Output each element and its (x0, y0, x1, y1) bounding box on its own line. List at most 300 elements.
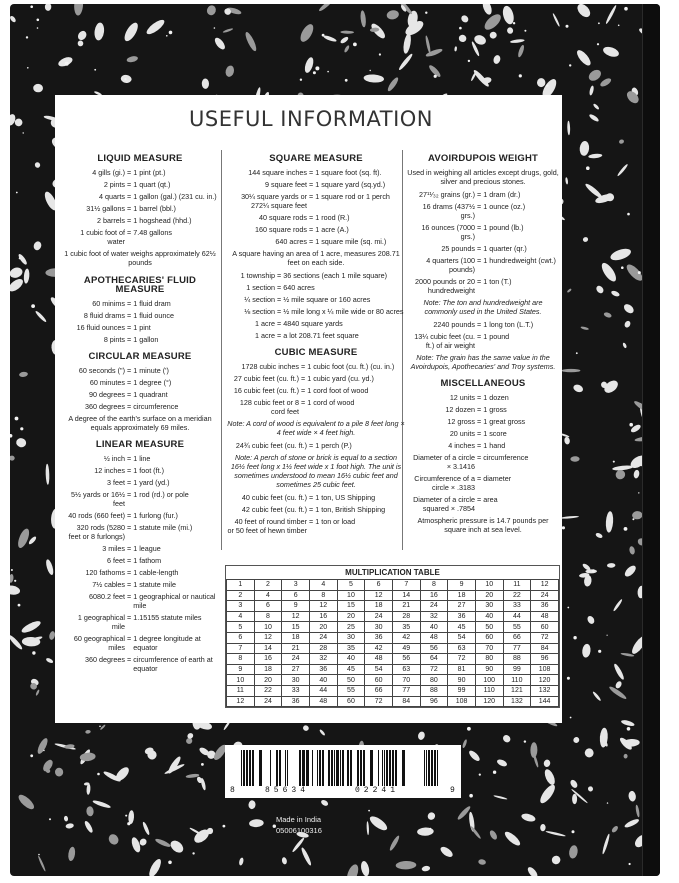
table-cell: 30 (282, 675, 310, 686)
measure-left: 4 quarts (99, 192, 125, 201)
table-row (227, 611, 559, 622)
table-cell: 14 (392, 590, 420, 601)
section-note: Atmospheric pressure is 14.7 pounds per square inch at sea level. (417, 516, 549, 534)
equals-sign: = (127, 478, 132, 487)
measure-left: 40 square rods (259, 213, 307, 222)
measure-left: 8 pints (103, 335, 125, 344)
table-cell: 42 (365, 643, 393, 654)
measure-row (63, 523, 217, 541)
measure-right: 1.15155 statute miles (133, 613, 202, 622)
table-row (227, 580, 559, 591)
measure-row (63, 335, 217, 344)
table-cell: 42 (392, 632, 420, 643)
equals-sign: = (309, 517, 314, 526)
measure-row (227, 505, 405, 514)
table-cell: 1 (227, 580, 255, 591)
measure-right: 1 minute (') (133, 366, 169, 375)
table-cell: 63 (448, 643, 476, 654)
equals-sign: = (127, 323, 132, 332)
multiplication-table-title: MULTIPLICATION TABLE (345, 568, 440, 577)
table-cell: 99 (503, 664, 531, 675)
measure-left: 144 square inches (248, 168, 307, 177)
table-cell: 88 (420, 685, 448, 696)
table-cell: 54 (448, 632, 476, 643)
measure-right: 1 statute mile (133, 580, 176, 589)
table-cell: 40 (309, 675, 337, 686)
table-row (227, 601, 559, 612)
measure-right: 1 degree longitude at equator (133, 634, 201, 652)
equals-sign: = (127, 568, 132, 577)
equals-sign: = (127, 511, 132, 520)
table-row (227, 632, 559, 643)
measure-left: 13¼ cubic feet (cu. ft.) of air weight (414, 332, 475, 350)
measure-row (63, 613, 217, 631)
measure-row (63, 216, 217, 225)
measure-right: 1 geographical or nautical mile (133, 592, 216, 610)
barcode-digits: 02241 (355, 786, 400, 795)
measure-right: 1 square mile (sq. mi.) (315, 237, 387, 246)
table-cell: 40 (337, 654, 365, 665)
table-cell: 27 (282, 664, 310, 675)
measure-right: ½ mile long x ¼ mile wide or 80 acres (283, 307, 404, 316)
measure-row (63, 168, 217, 177)
table-cell: 6 (254, 601, 282, 612)
table-cell: 9 (282, 601, 310, 612)
table-cell: 66 (503, 632, 531, 643)
equals-sign: = (309, 180, 314, 189)
equals-sign: = (277, 271, 282, 280)
table-cell: 36 (282, 696, 310, 707)
table-cell: 16 (309, 611, 337, 622)
table-cell: 24 (420, 601, 448, 612)
section-note: Note: A cord of wood is equivalent to a pile 8 feet long × 4 feet wide × 4 feet high. (227, 419, 405, 437)
measure-row (63, 192, 217, 201)
measure-left: 20 units (449, 429, 475, 438)
table-cell: 18 (282, 632, 310, 643)
measure-left: 160 square rods (255, 225, 307, 234)
table-cell: 21 (392, 601, 420, 612)
table-cell: 35 (337, 643, 365, 654)
equals-sign: = (477, 393, 482, 402)
table-cell: 72 (365, 696, 393, 707)
table-cell: 4 (309, 580, 337, 591)
measure-row (227, 319, 405, 328)
measure-left: 1 section (246, 283, 275, 292)
measure-left: 16 fluid ounces (76, 323, 125, 332)
product-code: 05006100316 (276, 826, 322, 835)
measure-left: 16 cubic feet (cu. ft.) (233, 386, 299, 395)
measure-right: 1 statute mile (mi.) (133, 523, 193, 532)
panel-title: USEFUL INFORMATION (189, 107, 434, 131)
measure-left: 2240 pounds (433, 320, 475, 329)
notebook-spine (642, 4, 660, 876)
measure-left: 40 rods (660 feet) (68, 511, 125, 520)
measure-row (407, 202, 559, 220)
measure-row (227, 307, 405, 316)
equals-sign: = (477, 495, 482, 504)
measure-left: 128 cubic feet or 8 cord feet (239, 398, 299, 416)
measure-right: 1 great gross (483, 417, 526, 426)
measure-left: 12 gross (447, 417, 475, 426)
measure-row (63, 228, 217, 246)
section-heading: LIQUID MEASURE (97, 153, 183, 164)
table-cell: 2 (254, 580, 282, 591)
measure-row (227, 441, 405, 450)
measure-row (227, 213, 405, 222)
table-cell: 32 (309, 654, 337, 665)
table-cell: 63 (392, 664, 420, 675)
measure-left: 2 pints (103, 180, 125, 189)
table-cell: 22 (254, 685, 282, 696)
measure-right: 1 rood (R.) (315, 213, 350, 222)
measure-left: 27¹¹⁄₃₂ grains (gr.) (418, 190, 475, 199)
table-cell: 18 (254, 664, 282, 675)
measure-row (407, 223, 559, 241)
equals-sign: = (127, 366, 132, 375)
table-cell: 22 (503, 590, 531, 601)
measure-row (63, 366, 217, 375)
useful-information-panel (55, 95, 562, 723)
multiplication-table (225, 565, 560, 708)
measure-row (407, 474, 559, 492)
table-cell: 6 (365, 580, 393, 591)
table-cell: 8 (254, 611, 282, 622)
equals-sign: = (127, 544, 132, 553)
table-cell: 100 (475, 675, 503, 686)
equals-sign: = (301, 386, 306, 395)
equals-sign: = (127, 335, 132, 344)
measure-right: 1 perch (P.) (315, 441, 352, 450)
table-cell: 14 (254, 643, 282, 654)
measure-left: 2000 pounds or 20 hundredweight (415, 277, 475, 295)
measure-row (63, 511, 217, 520)
table-cell: 12 (531, 580, 559, 591)
measure-row (227, 283, 405, 292)
table-cell: 54 (365, 664, 393, 675)
table-cell: 33 (282, 685, 310, 696)
measure-row (63, 490, 217, 508)
equals-sign: = (127, 168, 132, 177)
measure-left: 6 feet (107, 556, 125, 565)
measure-left: 16 drams (437½ grs.) (422, 202, 475, 220)
equals-sign: = (127, 204, 132, 213)
measure-left: 4 gills (gi.) (92, 168, 125, 177)
equals-sign: = (477, 405, 482, 414)
section-note: Note: The grain has the same value in the Avoirdupois, Apothecaries' and Troy systems. (410, 353, 556, 371)
equals-sign: = (301, 374, 306, 383)
table-cell: 70 (475, 643, 503, 654)
section-heading: LINEAR MEASURE (95, 439, 185, 450)
table-cell: 30 (365, 622, 393, 633)
table-cell: 4 (227, 611, 255, 622)
equals-sign: = (477, 256, 482, 265)
measure-row (407, 244, 559, 253)
measure-row (63, 634, 217, 652)
table-cell: 11 (227, 685, 255, 696)
table-cell: 132 (531, 685, 559, 696)
equals-sign: = (127, 655, 132, 664)
table-cell: 72 (448, 654, 476, 665)
table-cell: 49 (392, 643, 420, 654)
table-cell: 10 (475, 580, 503, 591)
table-cell: 66 (365, 685, 393, 696)
table-cell: 45 (448, 622, 476, 633)
measure-right: 1 barrel (bbl.) (133, 204, 176, 213)
table-cell: 50 (475, 622, 503, 633)
table-cell: 110 (475, 685, 503, 696)
table-cell: 5 (227, 622, 255, 633)
table-cell: 9 (227, 664, 255, 675)
measure-right: 1 cord foot of wood (307, 386, 369, 395)
measure-right: 1 quadrant (133, 390, 168, 399)
section-note: A square having an area of 1 acre, measures 208.71 feet on each side. (232, 249, 400, 267)
table-cell: 21 (282, 643, 310, 654)
table-cell: 90 (448, 675, 476, 686)
table-cell: 144 (531, 696, 559, 707)
measure-row (227, 168, 405, 177)
table-cell: 132 (503, 696, 531, 707)
table-cell: 50 (337, 675, 365, 686)
measure-row (63, 592, 217, 610)
table-row (227, 654, 559, 665)
measure-right: 1 fathom (133, 556, 162, 565)
measure-right: 1 pint (133, 323, 151, 332)
equals-sign: = (309, 213, 314, 222)
table-cell: 40 (420, 622, 448, 633)
equals-sign: = (127, 216, 132, 225)
table-cell: 12 (365, 590, 393, 601)
table-cell: 40 (475, 611, 503, 622)
equals-sign: = (477, 190, 482, 199)
table-cell: 28 (392, 611, 420, 622)
table-cell: 55 (337, 685, 365, 696)
equals-sign: = (477, 202, 482, 211)
table-cell: 120 (531, 675, 559, 686)
table-cell: 110 (503, 675, 531, 686)
section-note: A degree of the earth's surface on a meridian equals approximately 69 miles. (68, 414, 212, 432)
measure-right: 1 pint (pt.) (133, 168, 166, 177)
table-cell: 27 (448, 601, 476, 612)
equals-sign: = (309, 237, 314, 246)
table-cell: 16 (254, 654, 282, 665)
measure-row (63, 402, 217, 411)
measure-right: 1 furlong (fur.) (133, 511, 178, 520)
measure-left: 1 acre (255, 319, 275, 328)
measure-left: 60 minutes (89, 378, 125, 387)
table-row (227, 643, 559, 654)
table-cell: 48 (309, 696, 337, 707)
measure-row (227, 192, 405, 210)
measure-left: 8 fluid drams (83, 311, 125, 320)
measure-right: 1 score (483, 429, 507, 438)
equals-sign: = (277, 283, 282, 292)
barcode-bars (239, 750, 447, 786)
measure-right: 1 cubic foot (cu. ft.) (cu. in.) (307, 362, 395, 371)
measure-left: 12 inches (94, 466, 125, 475)
measure-row (227, 271, 405, 280)
measure-row (63, 204, 217, 213)
table-row (227, 685, 559, 696)
table-cell: 72 (420, 664, 448, 675)
equals-sign: = (301, 398, 306, 407)
table-cell: 24 (365, 611, 393, 622)
measure-row (63, 311, 217, 320)
table-cell: 20 (254, 675, 282, 686)
measure-row (407, 332, 559, 350)
table-cell: 9 (448, 580, 476, 591)
table-cell: 64 (420, 654, 448, 665)
measure-right: 1 cable-length (133, 568, 179, 577)
measure-row (63, 544, 217, 553)
table-cell: 48 (365, 654, 393, 665)
table-row (227, 622, 559, 633)
section-note: Note: A perch of stone or brick is equal to a section 16½ feet long x 1½ feet wide x 1 foot high. The unit is sometimes understood to mean 16½ cubic feet and sometimes 25 cubic feet. (230, 453, 402, 489)
measure-right: 1 ton, US Shipping (315, 493, 376, 502)
measure-right: area (483, 495, 498, 504)
measure-right: 1 dozen (483, 393, 509, 402)
equals-sign: = (127, 580, 132, 589)
table-cell: 48 (531, 611, 559, 622)
measure-left: Diameter of a circle × 3.1416 (413, 453, 475, 471)
measure-left: 3 feet (107, 478, 125, 487)
measure-left: 42 cubic feet (cu. ft.) (241, 505, 307, 514)
table-cell: 32 (420, 611, 448, 622)
section-note: 1 cubic foot of water weighs approximately 62½ pounds (64, 249, 216, 267)
measure-right: diameter (483, 474, 512, 483)
section-heading: CUBIC MEASURE (274, 347, 358, 358)
measure-left: 1 acre (255, 331, 275, 340)
measure-row (63, 478, 217, 487)
equals-sign: = (477, 441, 482, 450)
table-cell: 10 (254, 622, 282, 633)
table-cell: 33 (503, 601, 531, 612)
measure-right: 1 fluid ounce (133, 311, 174, 320)
measure-right: 1 gallon (gal.) (231 cu. in.) (133, 192, 217, 201)
measure-left: 60 geographical miles (73, 634, 125, 652)
measure-right: ½ mile square or 160 acres (283, 295, 371, 304)
equals-sign: = (477, 244, 482, 253)
column-right (407, 150, 559, 538)
equals-sign: = (127, 613, 132, 622)
measure-right: circumference (133, 402, 179, 411)
equals-sign: = (277, 295, 282, 304)
table-cell: 4 (254, 590, 282, 601)
table-row (227, 664, 559, 675)
table-cell: 12 (254, 632, 282, 643)
measure-row (227, 517, 405, 535)
measure-row (407, 417, 559, 426)
table-cell: 70 (392, 675, 420, 686)
measure-right: 1 ounce (oz.) (483, 202, 526, 211)
table-cell: 12 (309, 601, 337, 612)
table-cell: 18 (365, 601, 393, 612)
measure-left: 12 dozen (445, 405, 475, 414)
equals-sign: = (477, 429, 482, 438)
measure-row (407, 495, 559, 513)
table-cell: 7 (392, 580, 420, 591)
column-left (63, 150, 217, 676)
measure-row (407, 190, 559, 199)
measure-row (63, 580, 217, 589)
measure-row (227, 374, 405, 383)
table-cell: 35 (392, 622, 420, 633)
section-heading: AVOIRDUPOIS WEIGHT (427, 153, 539, 164)
table-cell: 36 (448, 611, 476, 622)
measure-row (63, 378, 217, 387)
equals-sign: = (309, 225, 314, 234)
section-intro: Used in weighing all articles except drugs, gold, silver and precious stones. (407, 168, 559, 186)
table-cell: 56 (392, 654, 420, 665)
section-heading: APOTHECARIES' FLUID MEASURE (83, 275, 197, 295)
column-middle (227, 150, 405, 538)
measure-right: 1 square rod or 1 perch (315, 192, 390, 201)
measure-right: 1 square foot (sq. ft). (315, 168, 382, 177)
measure-right: 1 cord of wood (307, 398, 355, 407)
equals-sign: = (127, 299, 132, 308)
measure-right: 1 gallon (133, 335, 159, 344)
equals-sign: = (309, 505, 314, 514)
table-cell: 10 (337, 590, 365, 601)
measure-right: 1 long ton (L.T.) (483, 320, 534, 329)
measure-right: 1 square yard (sq.yd.) (315, 180, 386, 189)
barcode-digits: 85634 (265, 786, 310, 795)
measure-row (227, 398, 405, 416)
measure-left: 360 degrees (85, 655, 125, 664)
table-cell: 10 (227, 675, 255, 686)
measure-left: 640 acres (275, 237, 307, 246)
measure-row (227, 225, 405, 234)
section-heading: CIRCULAR MEASURE (88, 351, 192, 362)
table-cell: 12 (227, 696, 255, 707)
table-cell: 88 (503, 654, 531, 665)
measure-right: 1 acre (A.) (315, 225, 349, 234)
table-cell: 72 (531, 632, 559, 643)
table-cell: 36 (531, 601, 559, 612)
measure-left: 320 rods (5280 feet or 8 furlongs) (68, 523, 125, 541)
measure-right: 1 quart (qt.) (133, 180, 171, 189)
equals-sign: = (127, 592, 132, 601)
table-cell: 48 (420, 632, 448, 643)
table-cell: 36 (309, 664, 337, 675)
table-cell: 60 (365, 675, 393, 686)
barcode-digit: 8 (230, 786, 235, 795)
equals-sign: = (277, 331, 282, 340)
measure-right: 1 foot (ft.) (133, 466, 164, 475)
equals-sign: = (309, 493, 314, 502)
measure-right: 36 sections (each 1 mile square) (283, 271, 388, 280)
measure-row (227, 180, 405, 189)
table-cell: 56 (420, 643, 448, 654)
measure-left: 6080.2 feet (89, 592, 125, 601)
measure-left: ⅛ section (244, 307, 275, 316)
measure-right: 640 acres (283, 283, 315, 292)
table-cell: 80 (420, 675, 448, 686)
measure-row (407, 405, 559, 414)
equals-sign: = (127, 192, 132, 201)
table-cell: 20 (475, 590, 503, 601)
table-cell: 7 (227, 643, 255, 654)
measure-right: a lot 208.71 feet square (283, 331, 359, 340)
measure-left: 1 cubic foot of water (80, 228, 125, 246)
measure-left: 90 degrees (89, 390, 125, 399)
measure-row (63, 323, 217, 332)
equals-sign: = (477, 474, 482, 483)
measure-left: 120 fathoms (85, 568, 125, 577)
measure-left: 4 inches (448, 441, 475, 450)
measure-right: 1 line (133, 454, 151, 463)
table-cell: 60 (475, 632, 503, 643)
barcode-label (225, 745, 461, 798)
